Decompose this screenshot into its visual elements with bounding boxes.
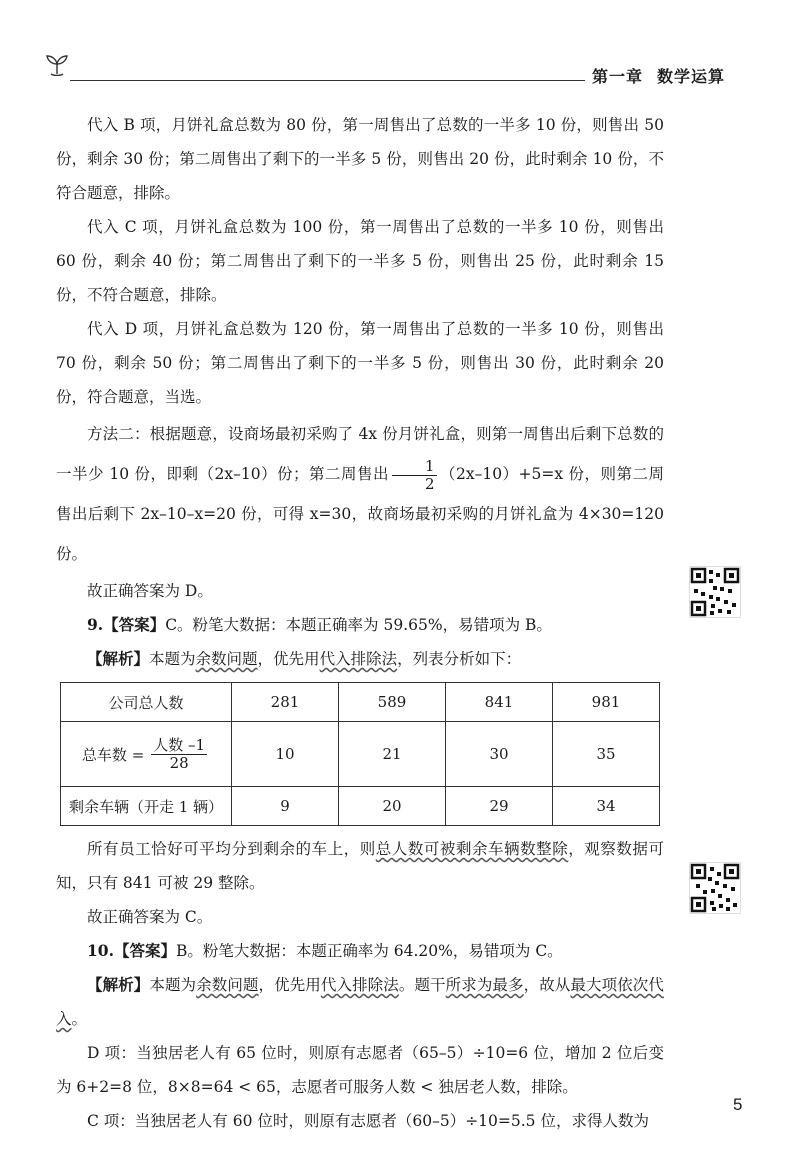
table-cell: 30	[446, 722, 553, 787]
q9-analysis-post: ，列表分析如下：	[397, 650, 522, 668]
table-cell-label: 公司总人数	[61, 683, 232, 722]
table-cell: 981	[553, 683, 660, 722]
table-row	[61, 787, 660, 826]
leaf-icon	[44, 54, 70, 80]
table-cell: 21	[339, 722, 446, 787]
fraction-half	[392, 458, 437, 492]
method-two-text: 方法二：根据题意，设商场最初采购了 4x 份月饼礼盒，则第一周售出后剩下总数的一半少 10 份，即剩（2x–10）份；第二周售出	[56, 425, 664, 483]
q9-keyword-substitution: 代入排除法	[319, 650, 398, 668]
table-row	[61, 683, 660, 722]
formula-fraction	[151, 737, 207, 771]
paragraph-option-b: 代入 B 项，月饼礼盒总数为 80 份，第一周售出了总数的一半多 10 份，则售出 50 份，剩余 30 份；第二周售出了剩下的一半多 5 份，则售出 20 份，此时剩余 10 份，不符合题意，排除。	[56, 116, 664, 202]
q10-keyword-remainder: 余数问题	[196, 976, 259, 994]
q9-answer-line	[56, 608, 664, 642]
table-cell: 281	[232, 683, 339, 722]
fraction-numerator: 1	[392, 458, 437, 476]
page-number: 5	[733, 1095, 743, 1114]
q10-mid: ，优先用	[258, 976, 321, 994]
paragraph-q10-option-c: C 项：当独居老人有 60 位时，则原有志愿者（60–5）÷10=5.5 位，求得人数为	[87, 1112, 649, 1130]
table-cell-label	[61, 722, 232, 787]
q10-post: 。	[71, 1010, 88, 1028]
paragraph-option-c: 代入 C 项，月饼礼盒总数为 100 份，第一周售出了总数的一半多 10 份，则售出 60 份，剩余 40 份；第二周售出了剩下的一半多 5 份，则售出 25 份，此时剩余 15 份，不符合题意，排除。	[56, 218, 664, 304]
q10-analysis-line	[56, 968, 664, 1036]
table-row	[61, 722, 660, 787]
formula-denominator: 28	[169, 753, 189, 772]
divisibility-keyword: 总人数可被剩余车辆数整除	[375, 840, 569, 858]
paragraph-option-d: 代入 D 项，月饼礼盒总数为 120 份，第一周售出了总数的一半多 10 份，则售出 70 份，剩余 50 份；第二周售出了剩下的一半多 5 份，则售出 30 份，此时剩余 20 份，符合题意，当选。	[56, 320, 664, 406]
q10-answer-tag: 10.【答案】	[87, 941, 176, 960]
table-cell: 20	[339, 787, 446, 826]
car-count-formula	[82, 737, 210, 771]
q9-answer-text: C。粉笔大数据：本题正确率为 59.65%，易错项为 B。	[165, 616, 552, 634]
table-cell-label: 剩余车辆（开走 1 辆）	[61, 787, 232, 826]
page-content	[56, 108, 664, 1138]
q9-analysis-pre: 本题为	[149, 650, 196, 668]
table-cell: 34	[553, 787, 660, 826]
paragraph-answer-c: 故正确答案为 C。	[87, 908, 213, 926]
fraction-denominator: 2	[424, 474, 435, 493]
table-cell: 9	[232, 787, 339, 826]
formula-numerator: 人数 –1	[153, 736, 206, 754]
table-cell: 35	[553, 722, 660, 787]
paragraph-q10-option-d: D 项：当独居老人有 65 位时，则原有志愿者（65–5）÷10=6 位，增加 2 位后变为 6+2=8 位，8×8=64 < 65，志愿者可服务人数 < 独居老人数，排除。	[56, 1044, 664, 1096]
table-cell: 841	[446, 683, 553, 722]
data-table	[60, 682, 660, 826]
paragraph-method-two	[56, 414, 664, 574]
q10-mid2: 。题干	[398, 976, 446, 994]
q9-analysis-tag: 【解析】	[87, 649, 150, 668]
q9-keyword-remainder: 余数问题	[195, 650, 258, 668]
formula-prefix: 总车数 =	[81, 745, 145, 764]
q9-analysis-line	[56, 642, 664, 676]
page-header	[0, 0, 800, 100]
paragraph-answer-d: 故正确答案为 D。	[87, 582, 213, 600]
q10-answer-text: B。粉笔大数据：本题正确率为 64.20%，易错项为 C。	[175, 942, 563, 960]
paragraph-divisibility	[56, 832, 664, 900]
q10-keyword-substitution: 代入排除法	[320, 976, 399, 994]
q9-analysis-mid: ，优先用	[257, 650, 320, 668]
qr-code-q9[interactable]	[689, 566, 741, 618]
table-cell: 10	[232, 722, 339, 787]
q10-answer-line	[56, 934, 664, 968]
method-two-tail: （2x–10）+5=x 份，则第二周售出后剩下 2x–10–x=20 份，可得 x=30，故商场最初采购的月饼礼盒为 4×30=120 份。	[56, 465, 664, 563]
chapter-subject: 数学运算	[657, 67, 726, 86]
header-rule	[70, 80, 585, 81]
q10-mid3: ，故从	[523, 976, 571, 994]
q10-pre: 本题为	[149, 976, 197, 994]
q10-keyword-max: 所求为最多	[445, 976, 524, 994]
q10-analysis-tag: 【解析】	[87, 975, 150, 994]
divisibility-post: ，观察数据可知，只有 841 可被 29 整除。	[56, 840, 664, 892]
q10-keyword-order: 最大项依次代入	[56, 976, 664, 1028]
table-cell: 589	[339, 683, 446, 722]
qr-code-q10[interactable]	[689, 862, 741, 914]
divisibility-pre: 所有员工恰好可平均分到剩余的车上，则	[87, 840, 376, 858]
chapter-number: 第一章	[592, 67, 644, 86]
table-cell: 29	[446, 787, 553, 826]
q9-answer-tag: 9.【答案】	[87, 615, 166, 634]
chapter-title	[592, 64, 725, 87]
